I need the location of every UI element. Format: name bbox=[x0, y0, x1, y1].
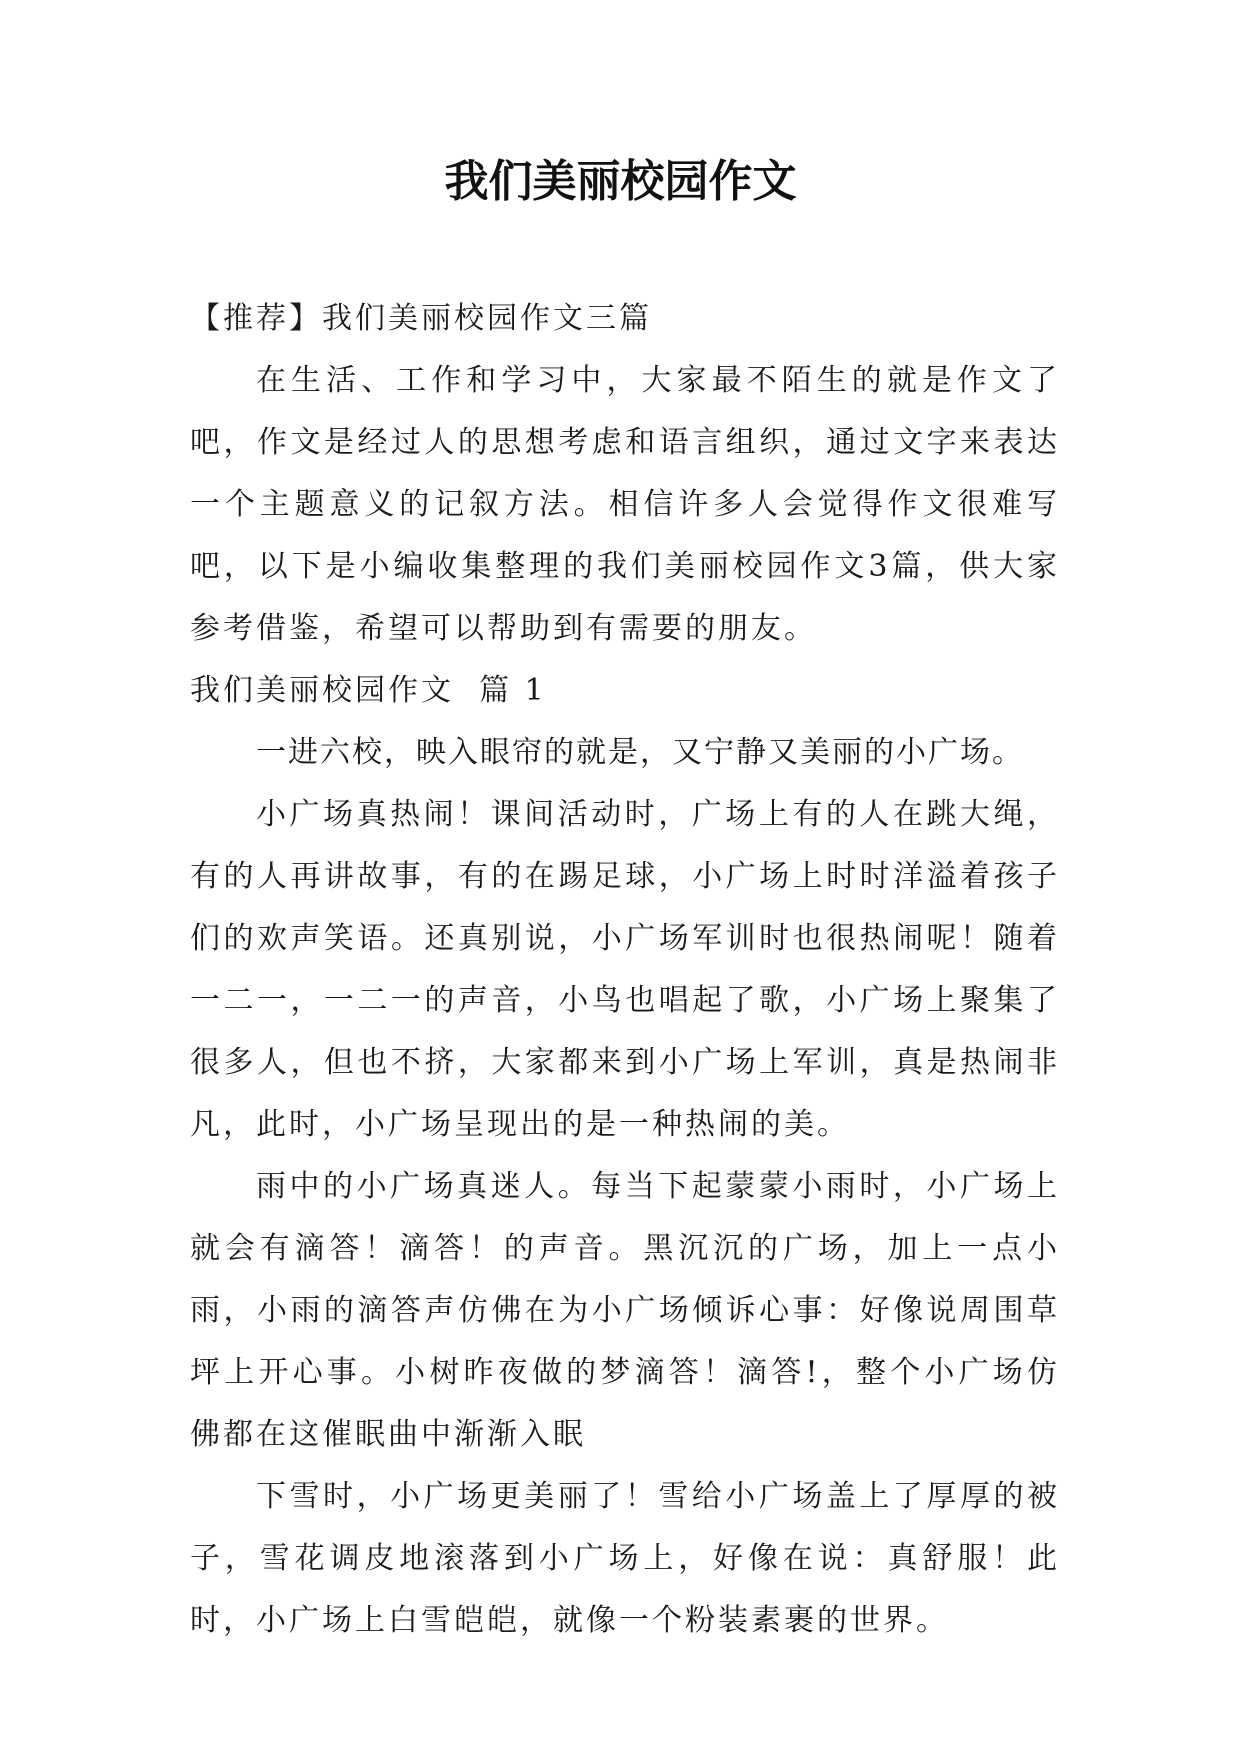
document-body bbox=[190, 288, 1060, 1652]
body-paragraph: 下雪时，小广场更美丽了！雪给小广场盖上了厚厚的被子，雪花调皮地滚落到小广场上，好像在说：真舒服！此时，小广场上白雪皑皑，就像一个粉装素裹的世界。 bbox=[190, 1479, 1060, 1638]
body-paragraph: 一进六校，映入眼帘的就是，又宁静又美丽的小广场。 bbox=[256, 735, 1024, 770]
recommend-line: 【推荐】我们美丽校园作文三篇 bbox=[190, 301, 652, 336]
document-title: 我们美丽校园作文 bbox=[444, 156, 797, 207]
intro-paragraph: 在生活、工作和学习中，大家最不陌生的就是作文了吧，作文是经过人的思想考虑和语言组织，通过文字来表达一个主题意义的记叙方法。相信许多人会觉得作文很难写吧，以下是小编收集整理的我们美丽校园作文3篇，供大家参考借鉴，希望可以帮助到有需要的朋友。 bbox=[190, 363, 1060, 646]
body-paragraph: 小广场真热闹！课间活动时，广场上有的人在跳大绳，有的人再讲故事，有的在踢足球，小广场上时时洋溢着孩子们的欢声笑语。还真别说，小广场军训时也很热闹呢！随着一二一，一二一的声音，小鸟也唱起了歌，小广场上聚集了很多人，但也不挤，大家都来到小广场上军训，真是热闹非凡，此时，小广场呈现出的是一种热闹的美。 bbox=[190, 797, 1060, 1142]
body-paragraph: 雨中的小广场真迷人。每当下起蒙蒙小雨时，小广场上就会有滴答！滴答！的声音。黑沉沉的广场，加上一点小雨，小雨的滴答声仿佛在为小广场倾诉心事：好像说周围草坪上开心事。小树昨夜做的梦滴答！滴答!，整个小广场仿佛都在这催眠曲中渐渐入眠 bbox=[190, 1169, 1060, 1452]
section-heading: 我们美丽校园作文 篇 1 bbox=[190, 673, 547, 708]
